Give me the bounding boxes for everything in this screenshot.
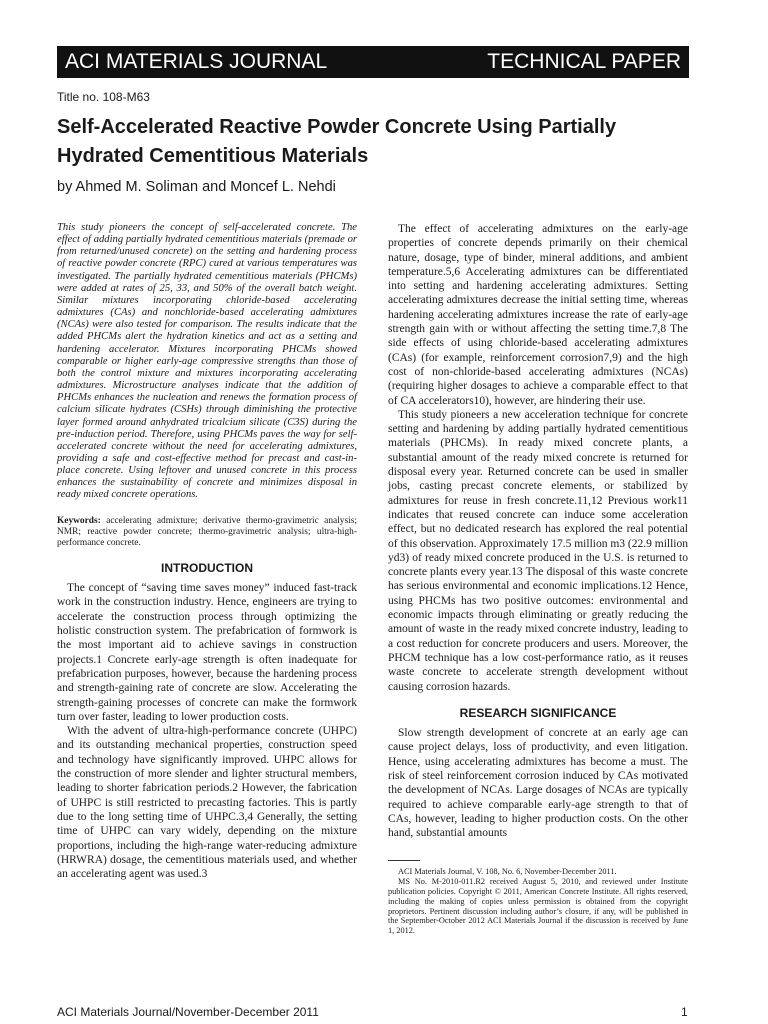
keywords-text: accelerating admixture; derivative thermo-gravimetric analysis; NMR; reactive powder concrete; thermo-gravimetric analysis; ultra-high-performance concrete. (57, 515, 357, 548)
intro-paragraph-2: With the advent of ultra-high-performance concrete (UHPC) and its outstanding mechanical properties, construction speed and technology have significantly improved. UHPC allows for the construction of more slender and lighter structural members, leading to shorter fabrication periods.2 However, the fabrication of UHPC is still restricted to precasting factories. This is partly due to the long setting time of UHPC.3,4 Generally, the setting time of UHPC can vary widely, depending on the mixture proportions, including the high-range water-reducing admixture (HRWRA) dosage, the cementitious materials used, and whether an accelerating agent was used.3 (57, 725, 357, 881)
paper-title: Self-Accelerated Reactive Powder Concrete Using Partially Hydrated Cementitious Materials (57, 116, 617, 167)
keywords (57, 516, 357, 549)
title-number: Title no. 108-M63 (57, 90, 150, 104)
authors: by Ahmed M. Soliman and Moncef L. Nehdi (57, 179, 336, 195)
research-significance-paragraph: Slow strength development of concrete at an early age can cause project delays, loss of productivity, and even litigation. Hence, using accelerating admixtures has become a must. The risk of steel reinforcement corrosion induced by CAs motivated the development of NCAs. Large dosages of NCAs are typically required to achieve comparable early-age strength to that of CAs, however, leading to higher production costs. On the other hand, substantial amounts (388, 727, 688, 840)
right-column (388, 222, 688, 936)
abstract: This study pioneers the concept of self-accelerated concrete. The effect of adding partially hydrated cementitious materials (premade or from returned/unused concrete) on the setting and hardening process of reactive powder concrete (RPC) cured at various temperatures was investigated. The partially hydrated cementitious materials (PHCMs) were added at rates of 25, 33, and 50% of the overall batch weight. Similar mixtures incorporating chloride-based accelerating admixtures (CAs) and nonchloride-based accelerating admixtures (NCAs) were also tested for comparison. The results indicate that the added PHCMs alert the hydration kinetics and act as a setting and hardening accelerator. Mixtures incorporating PHCMs showed comparable or higher early-age compressive strengths than those of both the control mixture and mixtures incorporating accelerating admixtures. Microstructure analyses indicate that the addition of PHCMs enhances the nucleation and renews the formation process of calcium silicate hydrates (CSHs) through diminishing the protective layer formed around anhydrated tricalcium silicate (C3S) during the pre-induction period. Therefore, using PHCMs paves the way for self-accelerated concrete without the need for accelerating admixtures, providing a safe and cost-effective method for precast and cast-in-place concrete. Using leftover and unused concrete in this process enhances the sustainability of concrete and minimizes disposal in ready mixed concrete operations. (57, 222, 357, 501)
research-significance-heading: RESEARCH SIGNIFICANCE (459, 705, 617, 720)
footer-journal: ACI Materials Journal/November-December 2011 (57, 1005, 319, 1019)
introduction-heading: INTRODUCTION (161, 560, 253, 575)
footnote-journal: ACI Materials Journal, V. 108, No. 6, November-December 2011. (398, 867, 617, 877)
footnote-copyright: MS No. M-2010-011.R2 received August 5, 2010, and reviewed under Institute publication policies. Copyright © 2011, American Concrete Institute. All rights reserved, including the making of copies unless permission is obtained from the copyright proprietors. Pertinent discussion including author’s closure, if any, will be published in the September-October 2012 ACI Materials Journal if the discussion is received by June 1, 2012. (388, 877, 688, 936)
journal-name: ACI MATERIALS JOURNAL (65, 50, 328, 73)
intro-paragraph-1: The concept of “saving time saves money” induced fast-track work in the construction industry. Hence, engineers are trying to accelerate the construction process through optimizing the holistic construction system. The prefabrication of formwork is the most important aid to achieve savings in construction projects.1 Concrete early-age strength is often inadequate for prefabrication purposes, however, because the hardening process and strength-gaining rate of concrete are slow. Accelerating the strength-gaining processes of concrete can make the formwork turn over faster, leading to lower production costs. (57, 582, 357, 723)
intro-paragraph-3: The effect of accelerating admixtures on the early-age properties of concrete depends primarily on their chemical nature, dosage, type of binder, mineral additions, and ambient temperature.5,6 Accelerating admixtures can be differentiated into setting and hardening accelerating admixtures. Setting accelerating admixtures decrease the initial setting time, whereas hardening accelerating admixtures increase the rate of early-age strength gain with or without affecting the setting time.7,8 The side effects of using chloride-based accelerating admixtures (CAs) (for example, reinforcement corrosion7,9) and the high cost of non-chloride-based accelerating admixtures (NCAs) (requiring higher dosages to achieve a comparable effect to that of CA accelerators10), however, are hindering their use. (388, 223, 688, 407)
left-column (57, 222, 357, 881)
page-number: 1 (681, 1005, 688, 1019)
journal-banner (57, 46, 689, 78)
footnote-divider (388, 860, 420, 861)
keywords-label: Keywords: (57, 515, 101, 526)
paper-type: TECHNICAL PAPER (487, 50, 681, 73)
intro-paragraph-4: This study pioneers a new acceleration technique for concrete setting and hardening by adding partially hydrated cementitious materials (PHCMs). In ready mixed concrete plants, a substantial amount of the ready mixed concrete is returned for disposal every year. Returned concrete can be used in smaller jobs, casting precast concrete elements, or stabilized by admixtures for reuse in fresh concrete.11,12 Previous work11 indicates that reused concrete can induce some acceleration effect, but no dedicated research has explored the real potential of this observation. Approximately 17.5 million m3 (22.9 million yd3) of ready mixed concrete produced in the U.S. is returned to concrete plants every year.13 The disposal of this waste concrete has serious environmental and economic implications.12 Hence, using PHCMs has two positive outcomes: environmental and economic impacts through eliminating or greatly reducing the amount of waste in the ready mixed concrete industry, leading to a cost reduction for concrete producers and users. Moreover, the PHCM technique has a low cost-performance ratio, as it reuses waste concrete to accelerate strength development without causing corrosion hazards. (388, 408, 688, 693)
